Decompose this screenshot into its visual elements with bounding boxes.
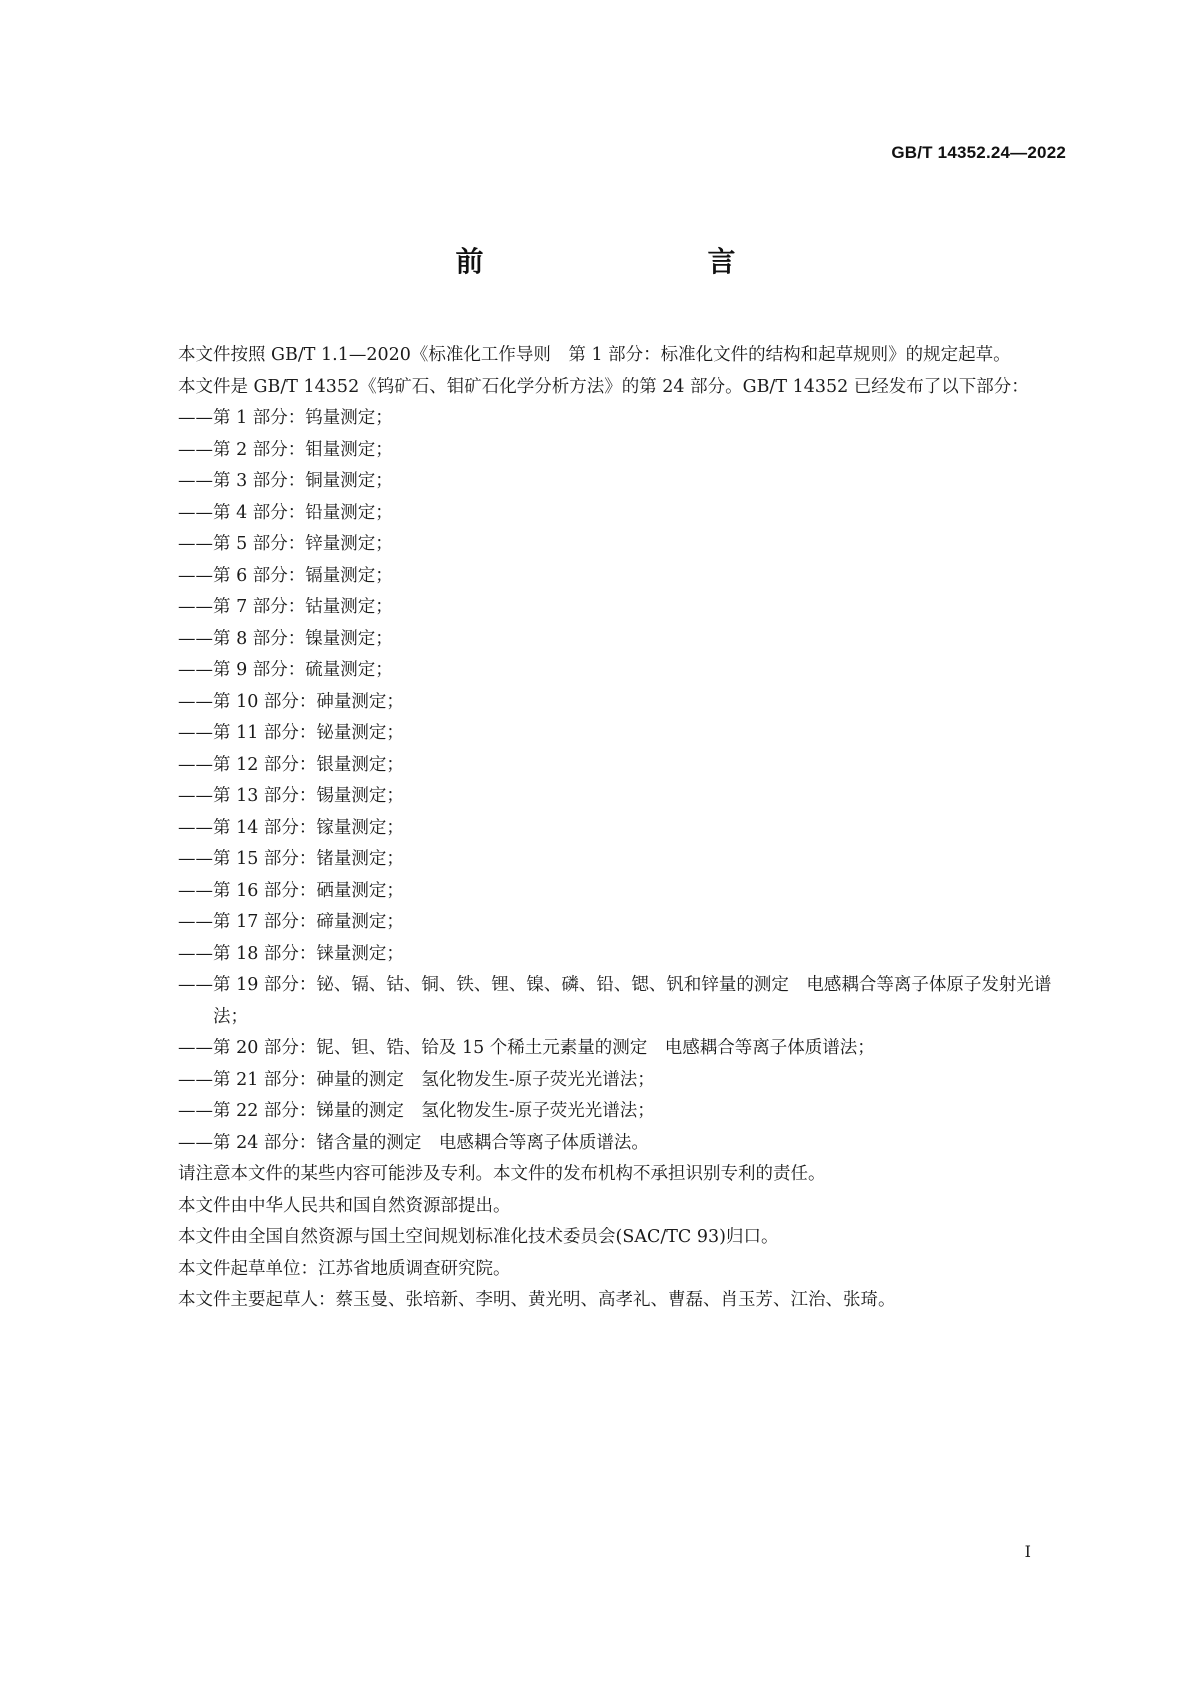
- list-item: [143, 1128, 1065, 1160]
- list-item: [143, 1065, 1065, 1097]
- list-item-text: 第 1 部分：钨量测定；: [213, 408, 393, 428]
- list-item: [143, 655, 1065, 687]
- list-item-text: 第 18 部分：铼量测定；: [213, 943, 404, 964]
- dash-marker: ——: [178, 975, 213, 995]
- dash-marker: ——: [178, 943, 213, 964]
- list-item: [143, 498, 1065, 530]
- list-item-text: 第 22 部分：锑量的测定 氢化物发生-原子荧光光谱法；: [213, 1101, 655, 1121]
- list-item-text: 第 8 部分：镍量测定；: [213, 628, 393, 649]
- paragraph-series-intro: 本文件是 GB/T 14352《钨矿石、钼矿石化学分析方法》的第 24 部分。GB/T 14352 已经发布了以下部分：: [178, 376, 1029, 397]
- list-item: [143, 1096, 1065, 1128]
- list-item-text: 第 7 部分：钴量测定；: [213, 597, 393, 617]
- dash-marker: ——: [178, 439, 213, 460]
- paragraph-proposer: 本文件由中华人民共和国自然资源部提出。: [178, 1195, 511, 1216]
- list-item-text: 第 9 部分：硫量测定；: [213, 660, 393, 680]
- list-item-text: 第 3 部分：铜量测定；: [213, 471, 393, 491]
- dash-marker: ——: [178, 628, 213, 649]
- paragraph-patent-notice: 请注意本文件的某些内容可能涉及专利。本文件的发布机构不承担识别专利的责任。: [178, 1164, 826, 1184]
- list-item-text: 第 12 部分：银量测定；: [213, 754, 404, 775]
- dash-marker: ——: [178, 691, 213, 712]
- list-item: [143, 750, 1065, 782]
- list-item-text: 第 21 部分：砷量的测定 氢化物发生-原子荧光光谱法；: [213, 1069, 655, 1090]
- dash-marker: ——: [178, 534, 213, 554]
- list-item: [143, 403, 1065, 435]
- list-item: [143, 844, 1065, 876]
- dash-marker: ——: [178, 1101, 213, 1121]
- published-parts-list: [143, 403, 1065, 1159]
- list-item: [143, 813, 1065, 845]
- list-item: [143, 687, 1065, 719]
- list-item: [143, 529, 1065, 561]
- dash-marker: ——: [178, 817, 213, 838]
- list-item: [143, 718, 1065, 750]
- page-title: 前 言: [455, 245, 792, 278]
- dash-marker: ——: [178, 1038, 213, 1058]
- list-item-text: 第 24 部分：锗含量的测定 电感耦合等离子体质谱法。: [213, 1132, 649, 1153]
- list-item-text: 第 4 部分：铅量测定；: [213, 502, 393, 523]
- list-item: [143, 592, 1065, 624]
- dash-marker: ——: [178, 723, 213, 743]
- paragraph-drafters: 本文件主要起草人：蔡玉曼、张培新、李明、黄光明、高孝礼、曹磊、肖玉芳、江治、张琦。: [178, 1290, 896, 1310]
- list-item: [143, 781, 1065, 813]
- list-item-text: 第 13 部分：锡量测定；: [213, 786, 404, 806]
- list-item-text: 第 11 部分：铋量测定；: [213, 723, 404, 743]
- list-item: [143, 561, 1065, 593]
- dash-marker: ——: [178, 880, 213, 901]
- list-item-text: 第 10 部分：砷量测定；: [213, 691, 404, 712]
- list-item: [143, 939, 1065, 971]
- dash-marker: ——: [178, 912, 213, 932]
- list-item-text: 第 16 部分：硒量测定；: [213, 880, 404, 901]
- dash-marker: ——: [178, 471, 213, 491]
- dash-marker: ——: [178, 565, 213, 586]
- list-item-text: 第 14 部分：镓量测定；: [213, 817, 404, 838]
- dash-marker: ——: [178, 754, 213, 775]
- dash-marker: ——: [178, 597, 213, 617]
- list-item: [143, 907, 1065, 939]
- dash-marker: ——: [178, 502, 213, 523]
- list-item-text: 第 17 部分：碲量测定；: [213, 912, 404, 932]
- dash-marker: ——: [178, 408, 213, 428]
- list-item: [143, 1033, 1065, 1065]
- dash-marker: ——: [178, 1069, 213, 1090]
- dash-marker: ——: [178, 660, 213, 680]
- dash-marker: ——: [178, 786, 213, 806]
- dash-marker: ——: [178, 849, 213, 869]
- list-item: [143, 624, 1065, 656]
- paragraph-technical-committee: 本文件由全国自然资源与国土空间规划标准化技术委员会(SAC/TC 93)归口。: [178, 1227, 779, 1247]
- list-item-text: 第 5 部分：锌量测定；: [213, 534, 393, 554]
- document-body: [143, 340, 1065, 1317]
- list-item-text: 第 19 部分：铋、镉、钴、铜、铁、锂、镍、磷、铅、锶、钒和锌量的测定 电感耦合等离子体原子发射光谱法；: [213, 975, 1052, 1027]
- list-item-text: 第 6 部分：镉量测定；: [213, 565, 393, 586]
- list-item: [143, 466, 1065, 498]
- page-number: I: [1024, 1542, 1031, 1561]
- dash-marker: ——: [178, 1132, 213, 1153]
- standard-code: GB/T 14352.24—2022: [891, 143, 1066, 162]
- list-item-text: 第 20 部分：铌、钽、锆、铪及 15 个稀土元素量的测定 电感耦合等离子体质谱法；: [213, 1038, 875, 1058]
- list-item: [143, 435, 1065, 467]
- paragraph-drafting-unit: 本文件起草单位：江苏省地质调查研究院。: [178, 1258, 511, 1279]
- list-item-text: 第 15 部分：锗量测定；: [213, 849, 404, 869]
- list-item-text: 第 2 部分：钼量测定；: [213, 439, 393, 460]
- list-item: [143, 970, 1065, 1033]
- list-item: [143, 876, 1065, 908]
- paragraph-drafting-rules: 本文件按照 GB/T 1.1—2020《标准化工作导则 第 1 部分：标准化文件的结构和起草规则》的规定起草。: [178, 345, 1011, 365]
